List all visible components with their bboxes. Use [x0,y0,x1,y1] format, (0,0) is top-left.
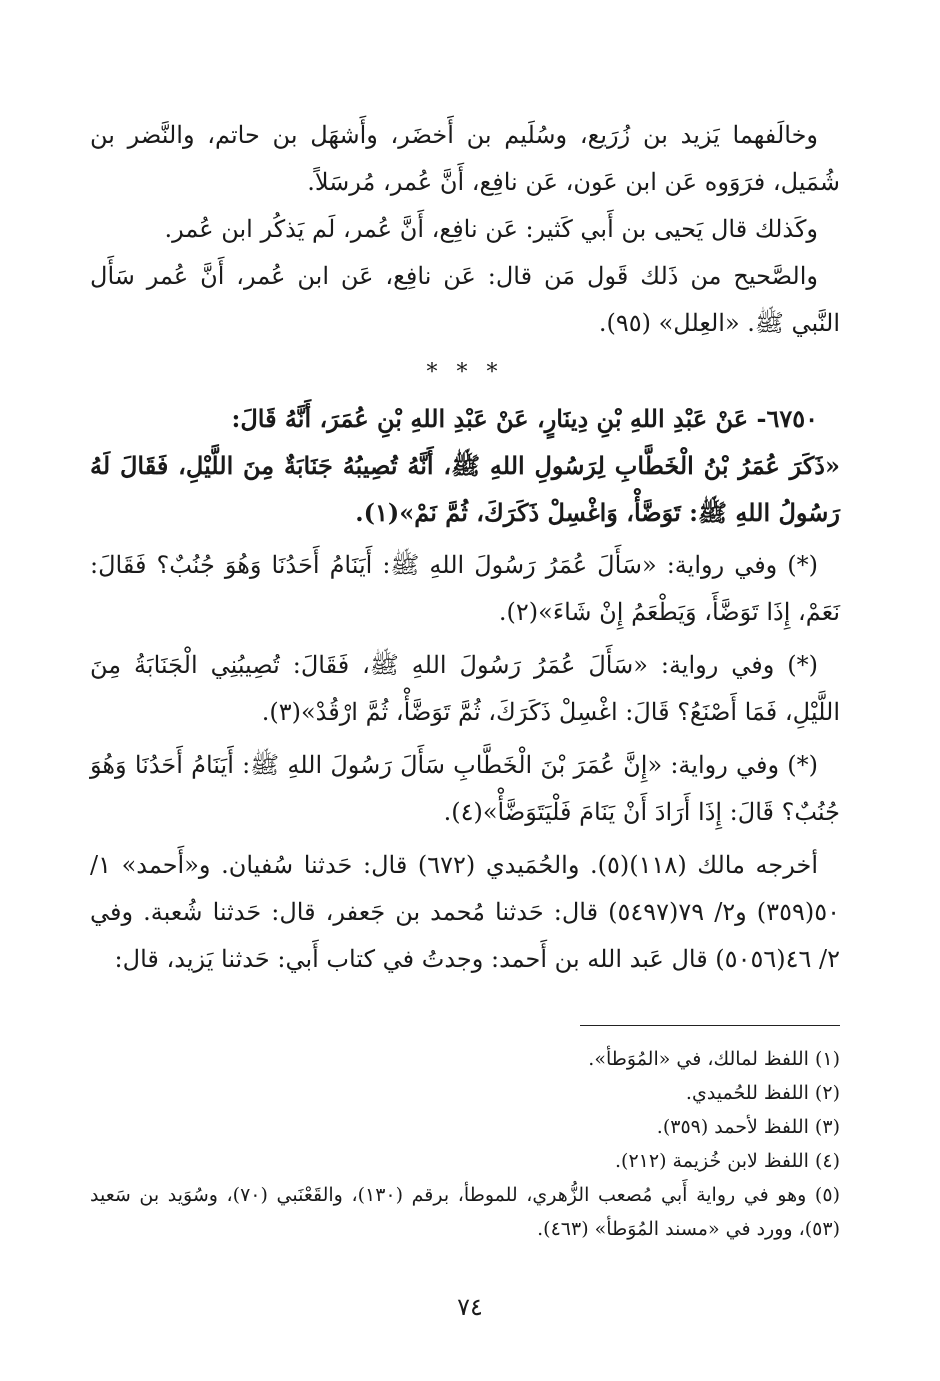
paragraph-2: وكَذلك قال يَحيى بن أَبي كَثير: عَن نافِع، أَنَّ عُمر، لَم يَذكُر ابن عُمر. [164,215,818,243]
footnote-divider [580,1025,840,1026]
hadith-number-line: ٦٧٥٠- عَنْ عَبْدِ اللهِ بْنِ دِينَارٍ، عَنْ عَبْدِ اللهِ بْنِ عُمَرَ، أَنَّهُ قَالَ: [231,404,818,433]
takhrij-paragraph: أخرجه مالك (١١٨)(٥). والحُمَيدي (٦٧٢) قال: حَدثنا سُفيان. و«أَحمد» ١/ ٥٠(٣٥٩) و٢/ ٧٩(٥٤٩٧) قال: حَدثنا مُحمد بن جَعفر، قال: حَدثنا شُعبة. وفي ٢/ ٤٦(٥٠٥٦) قال عَبد الله بن أَحمد: وجدتُ في كتاب أَبي: حَدثنا يَزيد، قال: [90,851,840,973]
section-separator: * * * [426,360,504,385]
page-number: ٧٤ [457,1293,483,1321]
paragraph-1: وخالَفهما يَزيد بن زُرَيع، وسُلَيم بن أَخضَر، وأَشهَل بن حاتم، والنَّضر بن شُمَيل، فرَوَوه عَن ابن عَون، عَن نافِع، أَنَّ عُمر، مُرسَلاً. [90,121,840,196]
hadith-text: «ذَكَرَ عُمَرُ بْنُ الْخَطَّابِ لِرَسُولِ اللهِ ﷺ، أَنَّهُ تُصِيبُهُ جَنَابَةٌ مِنَ اللَّيْلِ، فَقَالَ لَهُ رَسُولُ اللهِ ﷺ: تَوَضَّأْ، وَاغْسِلْ ذَكَرَكَ، ثُمَّ نَمْ»(١). [90,451,840,527]
main-text-body [90,112,840,983]
paragraph-3: والصَّحيح من ذَلك قَول مَن قال: عَن نافِع، عَن ابن عُمر، أَنَّ عُمر سَأَل النَّبي ﷺ. «العِلل» (٩٥). [90,262,840,337]
variant-narration-3: (*) وفي رواية: «إِنَّ عُمَرَ بْنَ الْخَطَّابِ سَأَلَ رَسُولَ اللهِ ﷺ: أَيَنَامُ أَحَدُنَا وَهُوَ جُنُبٌ؟ قَالَ: إِذَا أَرَادَ أَنْ يَنَامَ فَلْيَتَوَضَّأْ»(٤). [90,751,840,826]
footnote-2: (٢) اللفظ للحُميدي. [685,1082,840,1104]
footnote-1: (١) اللفظ لمالك، في «المُوَطأ». [588,1048,840,1070]
variant-narration-1: (*) وفي رواية: «سَأَلَ عُمَرُ رَسُولَ اللهِ ﷺ: أَيَنَامُ أَحَدُنَا وَهُوَ جُنُبٌ؟ فَقَالَ: نَعَمْ، إِذَا تَوَضَّأَ، وَيَطْعَمُ إِنْ شَاءَ»(٢). [90,551,840,626]
footnote-3: (٣) اللفظ لأحمد (٣٥٩). [656,1116,840,1138]
footnotes-section [90,1042,840,1246]
footnote-5: (٥) وهو في رواية أَبي مُصعب الزُّهري، للموطأ، برقم (١٣٠)، والقَعْنَبي (٧٠)، وسُوَيد بن سَعيد (٥٣)، وورد في «مسند المُوَطأ» (٤٦٣). [90,1184,840,1240]
footnote-4: (٤) اللفظ لابن خُزيمة (٢١٢). [615,1150,840,1172]
variant-narration-2: (*) وفي رواية: «سَأَلَ عُمَرُ رَسُولَ اللهِ ﷺ، فَقَالَ: تُصِيبُنِي الْجَنَابَةُ مِنَ اللَّيْلِ، فَمَا أَصْنَعُ؟ قَالَ: اغْسِلْ ذَكَرَكَ، ثُمَّ تَوَضَّأْ، ثُمَّ ارْقُدْ»(٣). [90,651,840,726]
